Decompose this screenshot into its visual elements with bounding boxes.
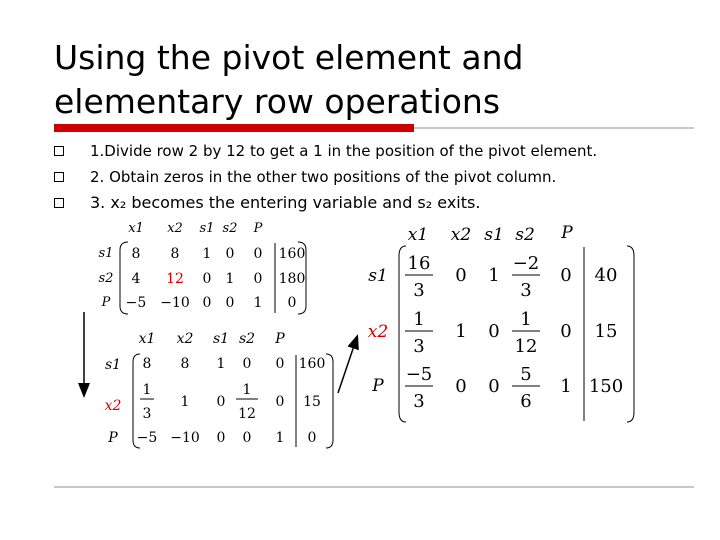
t1-row-label-3: P (101, 295, 111, 310)
t3-frac-num: 1 (520, 309, 532, 330)
t2-cell: 0 (216, 430, 226, 446)
t3-header-s2: s2 (515, 225, 535, 245)
t3-frac-num: 16 (407, 253, 431, 274)
t1-cell: 0 (225, 295, 235, 311)
t2-cell: 0 (216, 394, 226, 410)
t3-right-bracket (627, 246, 634, 422)
t1-header-s2: s2 (222, 221, 238, 236)
t2-cell: 8 (180, 356, 190, 372)
t3-header-x1: x1 (407, 225, 429, 245)
t1-header-x2: x2 (167, 221, 183, 236)
t2-header-s2: s2 (238, 331, 256, 347)
t1-cell: 0 (202, 271, 212, 287)
bullet-text-2: 2. Obtain zeros in the other two positions of the pivot column. (90, 168, 557, 186)
bottom-rule (54, 486, 694, 488)
t2-cell: 0 (242, 430, 252, 446)
t3-left-bracket (399, 246, 406, 422)
t3-frac-num: 1 (413, 309, 425, 330)
t3-frac-den: 3 (413, 391, 425, 412)
t2-frac-den: 12 (238, 406, 256, 422)
t2-frac-den: 3 (142, 406, 152, 422)
t3-cell: 0 (488, 321, 500, 342)
t2-frac-num: 1 (242, 382, 252, 398)
tableau-3 (368, 223, 634, 422)
t2-frac-num: 1 (142, 382, 152, 398)
t2-cell: 1 (275, 430, 285, 446)
t3-cell: 0 (560, 321, 572, 342)
t1-header-x1: x1 (128, 221, 144, 236)
t2-cell: −10 (170, 430, 200, 446)
t3-frac-num: 5 (520, 364, 532, 385)
t3-header-s1: s1 (484, 225, 504, 245)
t2-header-x2: x2 (176, 331, 194, 347)
t2-cell: −5 (136, 430, 158, 446)
t2-cell: 1 (180, 394, 190, 410)
t1-cell: 0 (253, 246, 263, 262)
bullet-text-3: 3. x₂ becomes the entering variable and s₂ exits. (90, 193, 481, 212)
t1-cell: −5 (125, 295, 147, 311)
t3-header-p: P (561, 223, 573, 243)
title-line-1: Using the pivot element and (54, 38, 524, 77)
title-line-2: elementary row operations (54, 82, 501, 121)
t3-frac-den: 12 (514, 336, 538, 357)
t3-cell: 1 (560, 376, 572, 397)
t3-cell: 150 (588, 376, 624, 397)
t2-right-bracket (326, 354, 333, 448)
t3-cell: 0 (455, 265, 467, 286)
t3-cell: 0 (488, 376, 500, 397)
t1-header-s1: s1 (199, 221, 215, 236)
t1-cell: 8 (170, 246, 180, 262)
t1-header-p: P (253, 221, 263, 236)
diagonal-arrow-icon (338, 337, 357, 393)
t3-cell: 15 (594, 321, 618, 342)
t3-frac-num: −5 (405, 364, 433, 385)
tableau-1 (99, 221, 306, 314)
t3-frac-den: 3 (520, 280, 532, 301)
t1-pivot-cell: 12 (166, 271, 184, 287)
t1-cell: −10 (160, 295, 190, 311)
t1-cell: 1 (253, 295, 263, 311)
t1-cell: 8 (131, 246, 141, 262)
t2-cell: 0 (307, 430, 317, 446)
t3-cell: 0 (560, 265, 572, 286)
t1-cell: 0 (225, 246, 235, 262)
t2-cell: 0 (275, 356, 285, 372)
t3-row-label-1: s1 (368, 266, 388, 286)
t1-cell: 0 (202, 295, 212, 311)
t3-row-label-3: P (372, 376, 384, 396)
t1-row-label-2: s2 (98, 271, 114, 286)
tableau-2 (105, 331, 333, 448)
t1-cell: 180 (278, 271, 306, 287)
t1-row-label-1: s1 (98, 246, 114, 261)
t3-frac-den: 3 (413, 280, 425, 301)
t3-cell: 1 (488, 265, 500, 286)
t2-cell: 1 (216, 356, 226, 372)
t1-cell: 1 (225, 271, 235, 287)
t1-cell: 160 (278, 246, 306, 262)
t3-cell: 1 (455, 321, 467, 342)
t1-cell: 0 (253, 271, 263, 287)
t1-cell: 1 (202, 246, 212, 262)
t3-cell: 40 (594, 265, 618, 286)
t1-cell: 4 (131, 271, 141, 287)
t2-header-p: P (275, 331, 285, 347)
t2-cell: 0 (242, 356, 252, 372)
t2-header-s1: s1 (212, 331, 230, 347)
t2-header-x1: x1 (138, 331, 156, 347)
t2-row-label-2: x2 (104, 398, 122, 414)
t3-row-label-2: x2 (367, 322, 389, 342)
t3-frac-den: 6 (520, 391, 532, 412)
bullet-text-1: 1.Divide row 2 by 12 to get a 1 in the position of the pivot element. (90, 142, 598, 160)
t1-cell: 0 (287, 295, 297, 311)
t3-frac-den: 3 (413, 336, 425, 357)
t2-cell: 0 (275, 394, 285, 410)
t2-cell: 15 (303, 394, 321, 410)
t3-header-x2: x2 (450, 225, 472, 245)
t2-row-label-3: P (108, 430, 118, 446)
t2-cell: 160 (298, 356, 326, 372)
t3-frac-num: −2 (512, 253, 540, 274)
t2-row-label-1: s1 (104, 357, 122, 373)
t3-cell: 0 (455, 376, 467, 397)
t2-cell: 8 (142, 356, 152, 372)
